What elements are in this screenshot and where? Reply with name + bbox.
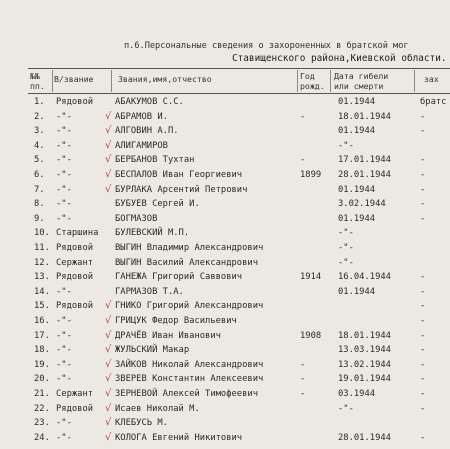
row-name: КОЛОГА Евгений Никитович: [115, 432, 243, 443]
row-number: 19.: [34, 359, 50, 370]
table-row: [0, 126, 450, 141]
column-header-name: Звания,имя,отчество: [118, 74, 212, 84]
check-mark-icon: √: [105, 169, 112, 180]
row-death-date: -"-: [338, 228, 354, 239]
table-row: [0, 155, 450, 170]
table-row: [0, 141, 450, 156]
row-rank: Рядовой: [56, 272, 94, 283]
row-rank: -"-: [56, 199, 72, 210]
table-row: [0, 374, 450, 389]
row-number: 24.: [34, 432, 50, 443]
check-mark-icon: √: [105, 373, 112, 385]
table-row: [0, 360, 450, 375]
row-death-date: 01.1944: [338, 286, 376, 297]
row-rank: -"-: [56, 418, 72, 429]
row-number: 2.: [34, 111, 45, 122]
row-name: БУБУЕВ Сергей И.: [115, 199, 200, 210]
row-birth-year: -: [300, 155, 306, 166]
row-burial-place: -: [420, 301, 426, 312]
row-name: Исаев Николай М.: [115, 403, 200, 414]
check-mark-icon: √: [105, 431, 112, 443]
row-burial-place: -: [420, 286, 426, 297]
table-row: [0, 97, 450, 112]
column-separator: [414, 70, 415, 92]
document-heading: п.6.Персональные сведения о захороненных в братской мог: [124, 41, 409, 51]
row-number: 7.: [34, 184, 45, 195]
row-burial-place: -: [420, 272, 426, 283]
column-header-year: Год рожд.: [300, 71, 325, 91]
row-number: 6.: [34, 170, 45, 180]
row-name: АЛИГАМИРОВ: [115, 140, 168, 151]
row-number: 22.: [34, 403, 50, 414]
row-burial-place: -: [420, 345, 426, 356]
row-rank: -"-: [56, 140, 72, 151]
row-number: 1.: [34, 97, 45, 107]
row-name: БОГМАЗОВ: [115, 213, 158, 224]
document-subheading: Ставищенского района,Киевской области.: [232, 53, 447, 64]
row-burial-place: -: [420, 111, 426, 122]
row-name: ГРИЦУК Федор Васильевич: [115, 316, 237, 326]
row-rank: Сержант: [56, 389, 94, 399]
column-separator: [330, 70, 331, 92]
table-row: [0, 170, 450, 185]
check-mark-icon: √: [105, 139, 112, 151]
row-burial-place: -: [420, 170, 426, 180]
row-death-date: 28.01.1944: [338, 432, 391, 443]
row-death-date: 18.01.1944: [338, 330, 391, 341]
row-birth-year: 1899: [300, 170, 322, 180]
row-name: ГАНЕЖА Григорий Саввович: [115, 272, 243, 283]
check-mark-icon: √: [105, 315, 112, 326]
row-rank: Рядовой: [56, 97, 94, 107]
row-rank: -"-: [56, 374, 72, 385]
check-mark-icon: √: [105, 125, 112, 137]
row-number: 15.: [34, 301, 50, 312]
check-mark-icon: √: [105, 183, 112, 195]
check-mark-icon: √: [105, 154, 112, 166]
check-mark-icon: √: [105, 329, 112, 341]
table-row: [0, 112, 450, 127]
row-death-date: 19.01.1944: [338, 374, 391, 385]
row-death-date: 17.01.1944: [338, 155, 391, 166]
row-rank: -"-: [56, 432, 72, 443]
row-burial-place: -: [420, 184, 426, 195]
row-number: 4.: [34, 140, 45, 151]
row-death-date: 01.1944: [338, 184, 376, 195]
column-header-burial: зах: [424, 74, 439, 84]
row-rank: Рядовой: [56, 243, 94, 253]
column-header-num: №№ пп.: [30, 71, 45, 91]
table-row: [0, 331, 450, 346]
row-death-date: 18.01.1944: [338, 111, 391, 122]
row-death-date: 13.03.1944: [338, 345, 391, 356]
row-burial-place: -: [420, 389, 426, 399]
row-rank: -"-: [56, 345, 72, 356]
table-row: [0, 418, 450, 433]
row-burial-place: -: [420, 213, 426, 224]
row-rank: -"-: [56, 286, 72, 297]
column-separator: [52, 70, 53, 92]
row-name: ГНИКО Григорий Александрович: [115, 301, 264, 312]
row-birth-year: -: [300, 359, 306, 370]
table-row: [0, 316, 450, 331]
row-rank: -"-: [56, 213, 72, 224]
row-number: 14.: [34, 286, 50, 297]
row-death-date: 28.01.1944: [338, 170, 391, 180]
table-row: [0, 433, 450, 448]
column-header-date: Дата гибели или смерти: [334, 71, 389, 91]
row-burial-place: -: [420, 126, 426, 137]
row-burial-place: -: [420, 199, 426, 210]
row-name: ЗВЕРЕВ Константин Алексеевич: [115, 374, 264, 385]
row-death-date: -"-: [338, 403, 354, 414]
row-burial-place: -: [420, 316, 426, 326]
row-number: 16.: [34, 316, 50, 326]
row-name: АБАКУМОВ С.С.: [115, 97, 184, 107]
row-rank: -"-: [56, 170, 72, 180]
row-death-date: 03.1944: [338, 389, 376, 399]
row-number: 8.: [34, 199, 45, 210]
check-mark-icon: √: [105, 358, 112, 370]
row-name: КЛЕБУСЬ М.: [115, 418, 168, 429]
row-name: ЗАЙКОВ Николай Александрович: [115, 359, 264, 370]
check-mark-icon: √: [105, 388, 112, 399]
row-rank: -"-: [56, 111, 72, 122]
row-name: ВЫГИН Владимир Александрович: [115, 243, 264, 253]
row-burial-place: -: [420, 374, 426, 385]
row-rank: -"-: [56, 126, 72, 137]
row-rank: -"-: [56, 155, 72, 166]
column-separator: [297, 70, 298, 92]
row-name: ГАРМАЗОВ Т.А.: [115, 286, 184, 297]
check-mark-icon: √: [105, 402, 112, 414]
table-top-rule: [28, 68, 450, 69]
check-mark-icon: √: [105, 300, 112, 312]
row-burial-place: -: [420, 432, 426, 443]
row-number: 23.: [34, 418, 50, 429]
check-mark-icon: √: [105, 417, 112, 429]
row-name: АЛГОВИН А.П.: [115, 126, 179, 137]
column-separator: [111, 70, 112, 92]
row-rank: Сержант: [56, 257, 94, 268]
row-rank: -"-: [56, 359, 72, 370]
row-death-date: 01.1944: [338, 126, 376, 137]
row-birth-year: -: [300, 111, 306, 122]
row-birth-year: 1908: [300, 330, 322, 341]
row-rank: -"-: [56, 316, 72, 326]
check-mark-icon: √: [105, 344, 112, 356]
row-rank: Старшина: [56, 228, 99, 239]
row-name: АБРАМОВ И.: [115, 111, 168, 122]
table-row: [0, 345, 450, 360]
row-number: 3.: [34, 126, 45, 137]
row-death-date: -"-: [338, 257, 354, 268]
row-burial-place: -: [420, 330, 426, 341]
row-death-date: 3.02.1944: [338, 199, 386, 210]
table-row: [0, 389, 450, 404]
row-number: 11.: [34, 243, 50, 253]
row-name: БЕСПАЛОВ Иван Георгиевич: [115, 170, 243, 180]
row-number: 9.: [34, 213, 45, 224]
row-name: ЖУЛЬСКИЙ Макар: [115, 345, 190, 356]
row-name: БЕРБАНОВ Тухтан: [115, 155, 195, 166]
row-rank: Рядовой: [56, 403, 94, 414]
table-header-rule: [28, 93, 450, 94]
row-number: 17.: [34, 330, 50, 341]
row-name: ВЫГИН Василий Александрович: [115, 257, 258, 268]
row-rank: Рядовой: [56, 301, 94, 312]
table-row: [0, 301, 450, 316]
row-number: 12.: [34, 257, 50, 268]
table-row: [0, 228, 450, 243]
row-name: ДРАЧЁВ Иван Иванович: [115, 330, 221, 341]
row-death-date: 01.1944: [338, 213, 376, 224]
row-death-date: 13.02.1944: [338, 359, 391, 370]
row-number: 13.: [34, 272, 50, 283]
row-number: 5.: [34, 155, 45, 166]
row-burial-place: -: [420, 403, 426, 414]
row-death-date: 01.1944: [338, 97, 376, 107]
row-death-date: -"-: [338, 140, 354, 151]
table-row: [0, 185, 450, 200]
row-name: БУРЛАКА Арсентий Петрович: [115, 184, 248, 195]
row-birth-year: -: [300, 389, 306, 399]
row-rank: -"-: [56, 330, 72, 341]
check-mark-icon: √: [105, 110, 112, 122]
row-birth-year: 1914: [300, 272, 322, 283]
table-row: [0, 199, 450, 214]
row-number: 20.: [34, 374, 50, 385]
row-name: ЗЕРНЕВОЙ Алексей Тимофеевич: [115, 389, 258, 399]
row-rank: -"-: [56, 184, 72, 195]
table-row: [0, 214, 450, 229]
table-row: [0, 404, 450, 419]
row-birth-year: -: [300, 374, 306, 385]
row-number: 10.: [34, 228, 50, 239]
row-burial-place: -: [420, 359, 426, 370]
row-burial-place: братс: [420, 97, 447, 107]
row-number: 21.: [34, 389, 50, 399]
table-row: [0, 243, 450, 258]
row-number: 18.: [34, 345, 50, 356]
table-row: [0, 287, 450, 302]
row-burial-place: -: [420, 155, 426, 166]
column-header-rank: В/звание: [54, 74, 94, 84]
row-death-date: 16.04.1944: [338, 272, 391, 283]
row-death-date: -"-: [338, 243, 354, 253]
table-row: [0, 258, 450, 273]
row-name: БУЛЕВСКИЙ М.П.: [115, 228, 190, 239]
table-row: [0, 272, 450, 287]
